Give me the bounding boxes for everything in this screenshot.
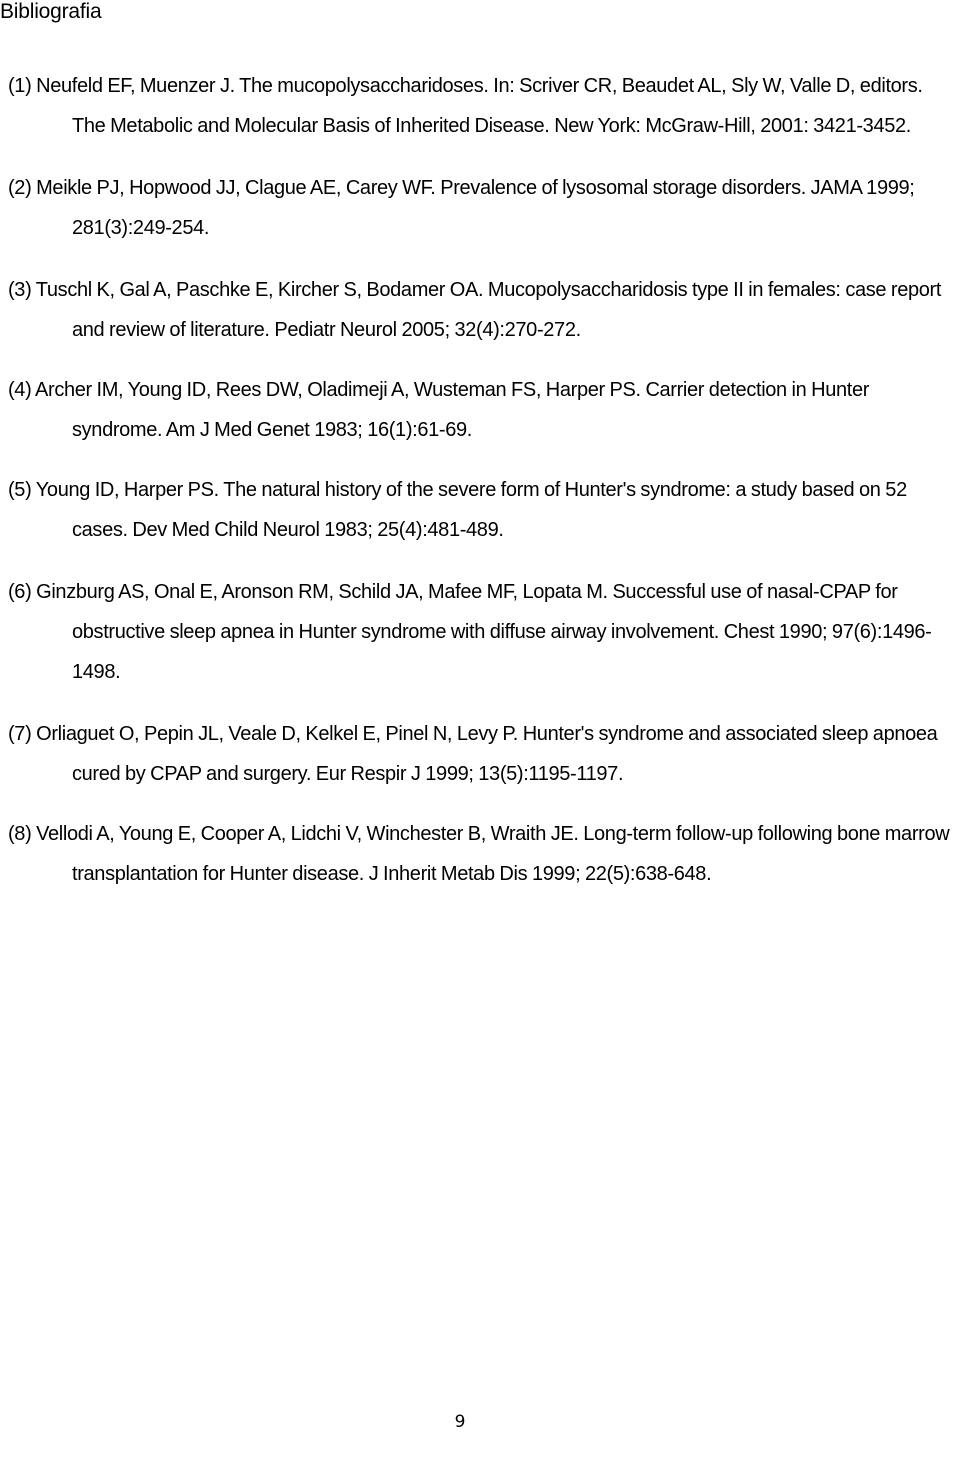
- reference-number: (8): [8, 823, 32, 845]
- reference-number: (1): [8, 75, 32, 97]
- reference-text: Tuschl K, Gal A, Paschke E, Kircher S, Bodamer OA. Mucopolysaccharidosis type II in females: case report and review of literature. Pediatr Neurol 2005; 32(4):270-272.: [35, 279, 942, 341]
- reference-number: (3): [8, 279, 32, 301]
- reference-item: [0, 270, 960, 350]
- reference-text: Archer IM, Young ID, Rees DW, Oladimeji A, Wusteman FS, Harper PS. Carrier detection in Hunter syndrome. Am J Med Genet 1983; 16(1):61-69.: [35, 379, 870, 441]
- reference-text: Meikle PJ, Hopwood JJ, Clague AE, Carey WF. Prevalence of lysosomal storage disorders. JAMA 1999; 281(3):249-254.: [36, 177, 915, 239]
- reference-item: [0, 168, 960, 248]
- reference-text: Neufeld EF, Muenzer J. The mucopolysaccharidoses. In: Scriver CR, Beaudet AL, Sly W, Valle D, editors. The Metabolic and Molecular Basis of Inherited Disease. New York: McGraw-Hill, 2001: 3421-3452.: [36, 75, 923, 137]
- reference-number: (2): [8, 177, 32, 199]
- reference-text: Orliaguet O, Pepin JL, Veale D, Kelkel E, Pinel N, Levy P. Hunter's syndrome and associated sleep apnoea cured by CPAP and surgery. Eur Respir J 1999; 13(5):1195-1197.: [36, 723, 938, 785]
- reference-item: [0, 714, 960, 794]
- page-title: Bibliografia: [0, 0, 102, 23]
- reference-item: [0, 370, 960, 450]
- reference-number: (7): [8, 723, 32, 745]
- reference-number: (6): [8, 581, 32, 603]
- reference-text: Vellodi A, Young E, Cooper A, Lidchi V, Winchester B, Wraith JE. Long-term follow-up following bone marrow transplantation for Hunter disease. J Inherit Metab Dis 1999; 22(5):638-648.: [36, 823, 950, 885]
- reference-item: [0, 470, 960, 550]
- reference-item: [0, 66, 960, 146]
- reference-number: (4): [8, 379, 32, 401]
- reference-text: Ginzburg AS, Onal E, Aronson RM, Schild JA, Mafee MF, Lopata M. Successful use of nasal-CPAP for obstructive sleep apnea in Hunter syndrome with diffuse airway involvement. Chest 1990; 97(6):1496-1498.: [36, 581, 932, 683]
- reference-item: [0, 572, 960, 692]
- reference-list: [0, 66, 960, 916]
- page-number: 9: [454, 1412, 466, 1432]
- reference-text: Young ID, Harper PS. The natural history of the severe form of Hunter's syndrome: a study based on 52 cases. Dev Med Child Neurol 1983; 25(4):481-489.: [35, 479, 907, 541]
- reference-item: [0, 814, 960, 894]
- reference-number: (5): [8, 479, 32, 501]
